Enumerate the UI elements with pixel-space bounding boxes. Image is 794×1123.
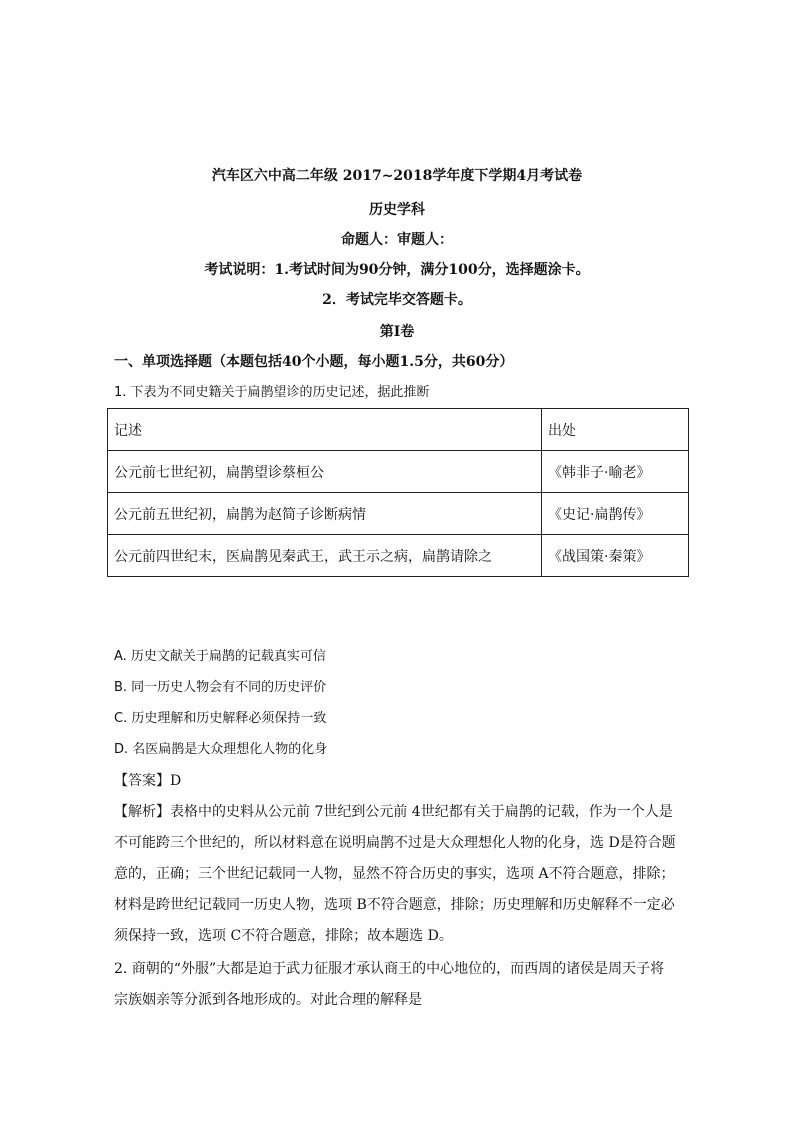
table-header-row (108, 409, 689, 451)
question-2-line-2: 宗族姻亲等分派到各地形成的。对此合理的解释是 (114, 992, 422, 1008)
table-cell: 《韩非子·喻老》 (542, 451, 689, 493)
option-a: A. 历史文献关于扁鹊的记载真实可信 (114, 649, 326, 664)
table-cell: 公元前七世纪初，扁鹊望诊蔡桓公 (108, 451, 542, 493)
section-heading: 一、单项选择题（本题包括40个小题，每小题1.5分，共60分） (114, 354, 514, 370)
analysis-line-4: 材料是跨世纪记载同一历史人物，选项 B不符合题意，排除；历史理解和历史解释不一定必 (114, 897, 675, 913)
table-cell: 《史记·扁鹊传》 (542, 493, 689, 535)
analysis-line-5: 须保持一致，选项 C不符合题意，排除；故本题选 D。 (114, 928, 453, 944)
table-cell: 公元前五世纪初，扁鹊为赵简子诊断病情 (108, 493, 542, 535)
table-header-cell: 出处 (542, 409, 689, 451)
table-row (108, 451, 689, 493)
answer-line: 【答案】D (114, 773, 182, 789)
volume-title: 第Ⅰ卷 (379, 324, 415, 340)
subject-title: 历史学科 (369, 202, 425, 218)
table-header-cell: 记述 (108, 409, 542, 451)
analysis-line-1: 【解析】表格中的史料从公元前 7世纪到公元前 4世纪都有关于扁鹊的记载，作为一个人是 (114, 804, 673, 820)
table-cell: 《战国策·秦策》 (542, 535, 689, 577)
source-table (107, 408, 689, 577)
instructions-line-1: 考试说明：1.考试时间为90分钟，满分100分，选择题涂卡。 (204, 262, 590, 278)
table-row (108, 535, 689, 577)
question-2-line-1: 2. 商朝的“外服”大都是迫于武力征服才承认商王的中心地位的，而西周的诸侯是周天子将 (114, 961, 665, 977)
table-cell: 公元前四世纪末，医扁鹊见秦武王，武王示之病，扁鹊请除之 (108, 535, 542, 577)
authors-line: 命题人：审题人： (341, 232, 453, 248)
analysis-line-2: 不可能跨三个世纪的，所以材料意在说明扁鹊不过是大众理想化人物的化身，选 D是符合题 (114, 835, 676, 851)
question-1-stem: 1. 下表为不同史籍关于扁鹊望诊的历史记述，据此推断 (114, 385, 430, 400)
table-row (108, 493, 689, 535)
option-d: D. 名医扁鹊是大众理想化人物的化身 (114, 742, 328, 757)
instructions-line-2: 2．考试完毕交答题卡。 (322, 292, 472, 308)
option-b: B. 同一历史人物会有不同的历史评价 (114, 680, 327, 695)
analysis-line-3: 意的，正确；三个世纪记载同一人物，显然不符合历史的事实，选项 A不符合题意，排除； (114, 866, 675, 882)
option-c: C. 历史理解和历史解释必须保持一致 (114, 711, 327, 726)
exam-title: 汽车区六中高二年级 2017~2018学年度下学期4月考试卷 (211, 168, 583, 184)
